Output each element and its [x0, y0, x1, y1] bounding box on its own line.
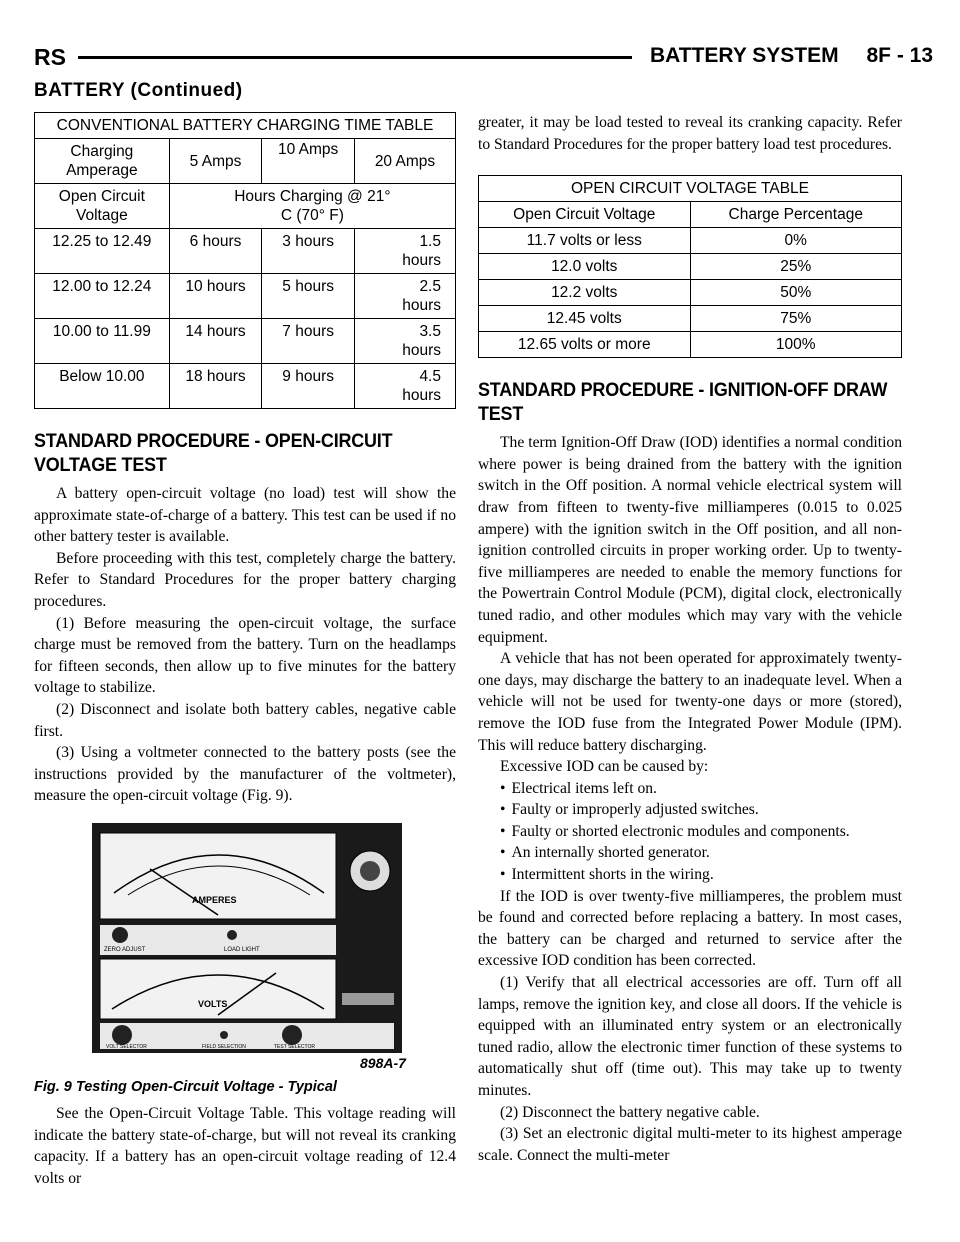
table-title: CONVENTIONAL BATTERY CHARGING TIME TABLE [35, 113, 456, 139]
list-item: • Intermittent shorts in the wiring. [478, 864, 902, 886]
header-right [650, 44, 933, 68]
list-item: • Faulty or improperly adjusted switches. [478, 799, 902, 821]
header-rule [78, 56, 632, 59]
table-cell: 12.25 to 12.49 [35, 229, 170, 274]
paragraph: Excessive IOD can be caused by: [500, 758, 709, 776]
paragraph: (1) Verify that all electrical accessories are off. Turn off all lamps, remove the ignition key, and close all doors. If the vehicle is equipped with an illuminated entry system or an electronically tuned radio, allow the electronic timer function of these systems to automatically shut off (time out). This may take up to twenty minutes. [478, 974, 902, 1099]
left-column [34, 112, 456, 1189]
table-cell: 1.5 hours [354, 229, 455, 274]
volt-selector-label: VOLT SELECTOR [106, 1043, 147, 1050]
page-number: 8F - 13 [866, 44, 934, 67]
table-cell: 50% [690, 280, 902, 306]
table-row [35, 229, 456, 274]
table-cell: 12.65 volts or more [479, 332, 691, 358]
list-item: • An internally shorted generator. [478, 842, 902, 864]
continued-heading: BATTERY (Continued) [34, 80, 243, 101]
table-cell: 9 hours [262, 364, 355, 409]
table-cell: Below 10.00 [35, 364, 170, 409]
paragraph: greater, it may be load tested to reveal its cranking capacity. Refer to Standard Procedures for the proper battery load test procedures. [478, 114, 902, 153]
table-cell: 14 hours [169, 319, 262, 364]
iod-heading: STANDARD PROCEDURE - IGNITION-OFF DRAW TEST [478, 379, 888, 426]
voltmeter-figure [92, 823, 430, 1071]
table-header: Open Circuit Voltage [479, 202, 691, 228]
paragraph: (3) Set an electronic digital multi-meter to its highest amperage scale. Connect the multi-meter [478, 1125, 902, 1164]
field-selection-label: FIELD SELECTION [202, 1043, 246, 1050]
figure-number: 898A-7 [360, 1054, 406, 1071]
table-cell: 25% [690, 254, 902, 280]
table-cell: 12.45 volts [479, 306, 691, 332]
paragraph: (1) Before measuring the open-circuit voltage, the surface charge must be removed from the battery. Turn on the headlamps for fifteen seconds, then allow up to five minutes for the battery voltage to stabilize. [34, 614, 456, 697]
paragraph: (3) Using a voltmeter connected to the battery posts (see the instructions provided by the manufacturer of the voltmeter), measure the open-circuit voltage (Fig. 9). [34, 744, 456, 805]
table-cell: 12.2 volts [479, 280, 691, 306]
section-title: BATTERY SYSTEM [650, 44, 839, 67]
table-cell: 5 hours [262, 274, 355, 319]
table-row [479, 332, 902, 358]
zero-adjust-label: ZERO ADJUST [104, 946, 146, 953]
table-header: Charging Amperage [35, 139, 170, 184]
table-cell: 75% [690, 306, 902, 332]
figure-caption: Fig. 9 Testing Open-Circuit Voltage - Typical [34, 1078, 337, 1095]
paragraph: If the IOD is over twenty-five milliamperes, the problem must be found and corrected before replacing a battery. In most cases, the battery can be charged and returned to service after the excessive IOD condition has been corrected. [478, 887, 902, 970]
table-title: OPEN CIRCUIT VOLTAGE TABLE [479, 176, 902, 202]
table-cell: 10 hours [169, 274, 262, 319]
table-row [35, 364, 456, 409]
table-cell: 3 hours [262, 229, 355, 274]
table-row [35, 319, 456, 364]
paragraph: (2) Disconnect and isolate both battery cables, negative cable first. [34, 700, 456, 740]
volts-label: VOLTS [198, 998, 228, 1009]
table-cell: 10.00 to 11.99 [35, 319, 170, 364]
ammeter-label: AMPERES [192, 894, 237, 905]
table-cell: 0% [690, 228, 902, 254]
table-cell: 12.0 volts [479, 254, 691, 280]
table-header: Charge Percentage [690, 202, 902, 228]
table-header: Open Circuit Voltage [35, 184, 170, 229]
table-cell: 6 hours [169, 229, 262, 274]
table-header: 5 Amps [169, 139, 262, 184]
header-rs: RS [34, 44, 66, 70]
battery-tester-illustration [92, 823, 402, 1053]
table-cell: 11.7 volts or less [479, 228, 691, 254]
paragraph: The term Ignition-Off Draw (IOD) identifies a normal condition where power is being drained from the battery with the ignition switch in the Off position. A normal vehicle electrical system will draw from fifteen to twenty-five milliamperes (0.015 to 0.025 ampere) with the ignition switch in the Off position, and all non-ignition controlled circuits in proper working order. Up to twenty-five milliamperes are needed to enable the memory functions for the Powertrain Control Module (PCM), digital clock, electronically tuned radio, and other modules which may vary with the vehicle equipment. [478, 434, 902, 646]
table-cell: 2.5 hours [354, 274, 455, 319]
test-selector-label: TEST SELECTOR [274, 1043, 315, 1050]
paragraph: A vehicle that has not been operated for approximately twenty-one days, may discharge the battery to an inadequate level. When a vehicle will not be used for twenty-one days or more (stored), remove the IOD fuse from the Integrated Power Module (IPM). This will reduce battery discharging. [478, 650, 902, 754]
table-cell: 3.5 hours [354, 319, 455, 364]
table-row [479, 280, 902, 306]
table-row [479, 254, 902, 280]
list-item: • Electrical items left on. [478, 778, 902, 800]
table-cell: 18 hours [169, 364, 262, 409]
ocv-table [478, 175, 902, 358]
table-header: 10 Amps [262, 139, 355, 184]
list-item: • Faulty or shorted electronic modules and components. [478, 821, 902, 843]
table-row [479, 306, 902, 332]
table-cell: 12.00 to 12.24 [35, 274, 170, 319]
paragraph: See the Open-Circuit Voltage Table. This voltage reading will indicate the battery state-of-charge, but will not reveal its cranking capacity. If a battery has an open-circuit voltage reading of 12.4 volts or [34, 1104, 456, 1187]
table-row [35, 274, 456, 319]
paragraph: A battery open-circuit voltage (no load) test will show the approximate state-of-charge of a battery. This test can be used if no other battery tester is available. [34, 485, 456, 546]
table-header: 20 Amps [354, 139, 455, 184]
table-cell: 4.5 hours [354, 364, 455, 409]
ocv-heading: STANDARD PROCEDURE - OPEN-CIRCUIT VOLTAGE TEST [34, 430, 393, 476]
right-column [478, 112, 902, 1166]
table-header: Hours Charging @ 21° C (70° F) [169, 184, 455, 229]
table-cell: 100% [690, 332, 902, 358]
paragraph: Before proceeding with this test, completely charge the battery. Refer to Standard Procedures for the proper battery charging procedures. [34, 549, 456, 610]
table-cell: 7 hours [262, 319, 355, 364]
charging-time-table [34, 112, 456, 409]
load-light-label: LOAD LIGHT [224, 946, 260, 953]
table-row [479, 228, 902, 254]
paragraph: (2) Disconnect the battery negative cable. [500, 1103, 760, 1121]
